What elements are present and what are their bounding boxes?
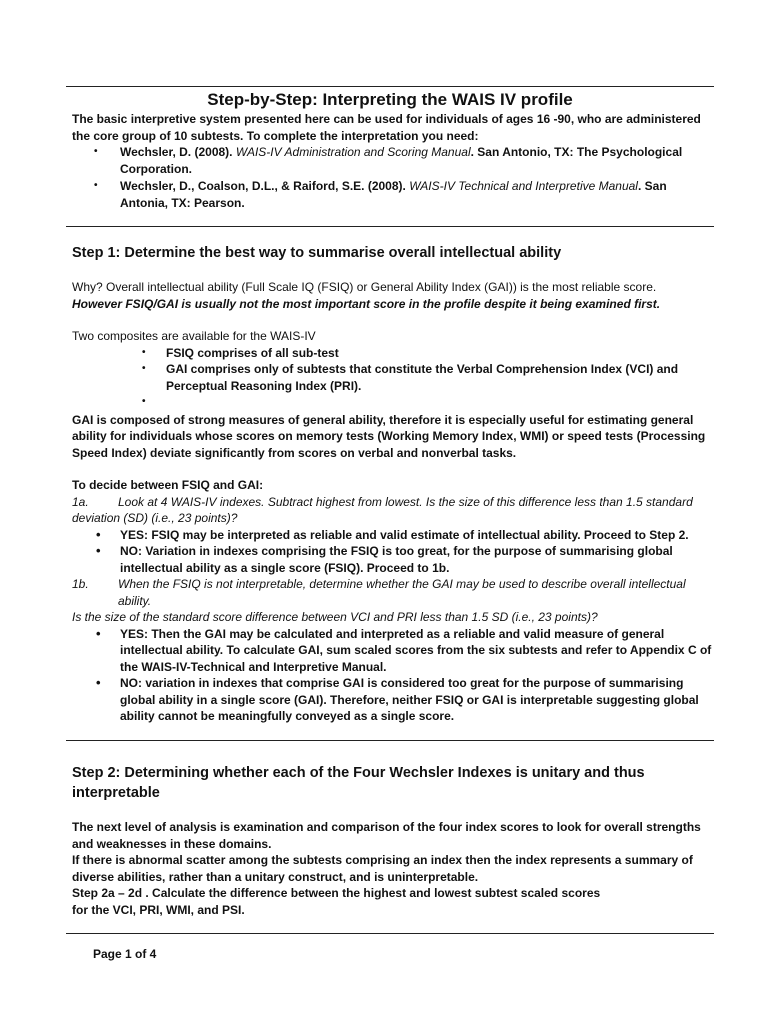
top-rule (66, 86, 714, 87)
intro-section (72, 111, 712, 211)
step1-however: However FSIQ/GAI is usually not the most important score in the profile despite it being examined first. (72, 296, 661, 311)
composites-intro: Two composites are available for the WAIS-IV (72, 329, 316, 343)
reference-list (72, 144, 712, 211)
answer-item: • YES: FSIQ may be interpreted as reliable and valid estimate of intellectual ability. Proceed to Step 2. (72, 527, 712, 544)
question-1a-answers (72, 527, 712, 577)
composites-list (72, 345, 712, 411)
question-1b: 1b. When the FSIQ is not interpretable, determine whether the GAI may be used to describe overall intellectual ability. (72, 577, 686, 608)
step2-paragraph-3b: for the VCI, PRI, WMI, and PSI. (72, 902, 245, 917)
step2-heading: Step 2: Determining whether each of the Four Wechsler Indexes is unitary and thus interpretable (72, 765, 645, 801)
document-title: Step-by-Step: Interpreting the WAIS IV profile (207, 90, 573, 109)
section-rule (66, 740, 714, 741)
composite-item-empty (72, 394, 712, 411)
step1-heading: Step 1: Determine the best way to summarise overall intellectual ability (72, 245, 562, 261)
decide-heading: To decide between FSIQ and GAI: (72, 478, 264, 492)
composite-item: • GAI comprises only of subtests that constitute the Verbal Comprehension Index (VCI) and Perceptual Reasoning Index (PRI). (72, 361, 712, 394)
step1-why: Why? Overall intellectual ability (Full Scale IQ (FSIQ) or General Ability Index (GAI)) is the most reliable score. (72, 280, 657, 294)
answer-item: • NO: variation in indexes that comprise GAI is considered too great for the purpose of summarising global ability in a single score (GAI). Therefore, neither FSIQ or GAI is interpretable suggesting global ability cannot be meaningfully conveyed as a single score. (72, 675, 712, 725)
composite-item: • FSIQ comprises of all sub-test (72, 345, 712, 362)
step2-body (72, 819, 712, 918)
question-1a-number: 1a. (72, 494, 89, 509)
footer-rule (66, 933, 714, 934)
reference-item: • Wechsler, D. (2008). WAIS-IV Administration and Scoring Manual. San Antonio, TX: The Psychological Corporation. (72, 144, 712, 177)
question-1b-answers (72, 626, 712, 725)
section-rule (66, 226, 714, 227)
question-1b-query: Is the size of the standard score difference between VCI and PRI less than 1.5 SD (i.e., 23 points)? (72, 610, 598, 624)
intro-text: The basic interpretive system presented here can be used for individuals of ages 16 -90, who are administered the core group of 10 subtests. To complete the interpretation you need: (72, 112, 701, 143)
reference-item: • Wechsler, D., Coalson, D.L., & Raiford, S.E. (2008). WAIS-IV Technical and Interpretive Manual. San Antonia, TX: Pearson. (72, 178, 712, 211)
answer-item: • YES: Then the GAI may be calculated and interpreted as a reliable and valid measure of general intellectual ability. To calculate GAI, sum scaled scores from the six subtests and refer to Appendix C of the WAIS-IV-Technical and Interpretive Manual. (72, 626, 712, 676)
step2-paragraph-3a: Step 2a – 2d . Calculate the difference between the highest and lowest subtest scaled scores (72, 886, 601, 900)
step2-paragraph-1: The next level of analysis is examination and comparison of the four index scores to look for overall strengths and weaknesses in these domains. (72, 820, 701, 851)
step2-paragraph-2: If there is abnormal scatter among the subtests comprising an index then the index represents a summary of diverse abilities, rather than a unitary construct, and is uninterpretable. (72, 853, 693, 884)
question-1b-number: 1b. (72, 577, 89, 591)
gai-paragraph: GAI is composed of strong measures of general ability, therefore it is especially useful for estimating general ability for individuals whose scores on memory tests (Working Memory Index, WMI) or speed tests (Processing Speed Index) deviate significantly from scores on verbal and nonverbal tasks. (72, 412, 706, 460)
question-1a: 1a. Look at 4 WAIS-IV indexes. Subtract highest from lowest. Is the size of this difference less than 1.5 standard deviation (SD) (i.e., 23 points)? (72, 494, 693, 525)
step1-body (72, 279, 712, 725)
page-number: Page 1 of 4 (93, 947, 157, 961)
answer-item: • NO: Variation in indexes comprising the FSIQ is too great, for the purpose of summarising global intellectual ability as a single score (FSIQ). Proceed to 1b. (72, 543, 712, 576)
